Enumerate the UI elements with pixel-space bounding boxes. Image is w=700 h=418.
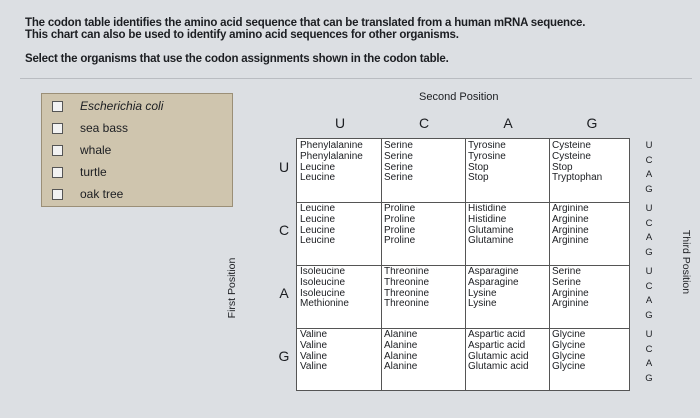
amino-acid: Arginine [552,287,589,299]
amino-acid: Alanine [384,361,418,373]
choice-label: oak tree [80,187,124,201]
amino-acid: Glycine [552,339,586,351]
codon-cell [297,204,381,247]
choice-label: whale [80,143,112,157]
codon-cell [549,141,633,184]
amino-acid: Glycine [552,361,586,373]
third-position-letter: G [645,184,653,196]
intro-text [25,17,585,41]
amino-acid: Proline [384,204,416,214]
codon-cell [549,267,633,310]
amino-acid: Stop [552,161,573,173]
amino-acid: Lysine [468,287,497,299]
amino-acid: Tyrosine [468,141,506,151]
amino-acid: Asparagine [468,276,519,288]
codon-cell [381,267,465,310]
amino-acid: Threonine [384,287,430,299]
choice-turtle[interactable] [52,163,107,181]
checkbox[interactable] [52,145,63,156]
amino-acid: Glutamine [468,224,514,236]
intro-line-2: This chart can also be used to identify amino acid sequences for other organisms. [25,29,459,41]
amino-acid: Glutamic acid [468,361,529,373]
third-position-letter: A [645,169,653,181]
codon-cell [549,330,633,373]
amino-acid: Leucine [300,213,336,225]
codon-cell [297,267,381,310]
amino-acid: Valine [300,361,328,373]
intro-line-1: The codon table identifies the amino acid sequence that can be translated from a human mRNA sequence. [25,17,586,29]
amino-acid: Valine [300,339,328,351]
amino-acid: Valine [300,350,328,362]
row-header-u: U [278,159,290,175]
third-position-letter: G [645,247,653,259]
amino-acid: Glutamine [468,235,514,247]
amino-acid: Histidine [468,204,507,214]
amino-acid: Alanine [384,339,418,351]
third-position-letter: A [645,358,653,370]
codon-cell [381,141,465,184]
choice-label: Escherichia coli [80,99,164,113]
second-position-label: Second Position [419,91,499,103]
amino-acid: Alanine [384,350,418,362]
checkbox[interactable] [52,123,63,134]
row-header-g: G [278,348,290,364]
column-header-c: C [418,115,430,131]
divider [20,78,692,79]
amino-acid: Isoleucine [300,276,346,288]
third-position-letter: C [645,217,653,229]
amino-acid: Leucine [300,235,336,247]
checkbox[interactable] [52,101,63,112]
amino-acid: Serine [384,150,413,162]
third-position-letter: U [645,266,653,277]
checkbox[interactable] [52,167,63,178]
column-header-a: A [503,115,513,131]
row-header-a: A [279,285,289,301]
amino-acid: Stop [468,172,489,184]
third-position-letter: C [645,343,653,355]
amino-acid: Threonine [384,298,430,310]
third-position-letter: A [645,232,653,244]
organism-choices [41,93,233,207]
amino-acid: Glycine [552,330,586,340]
row-header-c: C [278,222,290,238]
third-position-label: Third Position [680,229,692,295]
amino-acid: Arginine [552,213,589,225]
third-position-letter: A [645,295,653,307]
amino-acid: Leucine [300,224,336,236]
amino-acid: Lysine [468,298,497,310]
amino-acid: Leucine [300,172,336,184]
amino-acid: Serine [384,141,413,151]
amino-acid: Cysteine [552,141,591,151]
amino-acid: Proline [384,235,416,247]
choice-label: sea bass [80,121,129,135]
choice-label: turtle [80,165,107,179]
first-position-label: First Position [226,257,238,319]
third-position-letter: C [645,280,653,292]
third-position-letter: G [645,310,653,322]
choice-sea-bass[interactable] [52,119,129,137]
codon-cell [549,204,633,247]
grid-line [297,265,629,266]
amino-acid: Stop [468,161,489,173]
amino-acid: Glycine [552,350,586,362]
amino-acid: Serine [384,172,413,184]
amino-acid: Serine [384,161,413,173]
choice-oak-tree[interactable] [52,185,124,203]
question-instruction: Select the organisms that use the codon assignments shown in the codon table. [25,53,449,65]
amino-acid: Tryptophan [552,172,603,184]
amino-acid: Arginine [552,235,589,247]
column-header-g: G [586,115,598,131]
amino-acid: Asparagine [468,267,519,277]
third-position-letter: U [645,203,653,214]
amino-acid: Cysteine [552,150,591,162]
amino-acid: Arginine [552,204,589,214]
amino-acid: Aspartic acid [468,339,526,351]
amino-acid: Threonine [384,276,430,288]
amino-acid: Proline [384,213,416,225]
codon-cell [465,204,549,247]
grid-line [297,202,629,203]
amino-acid: Arginine [552,224,589,236]
codon-cell [297,141,381,184]
amino-acid: Glutamic acid [468,350,529,362]
amino-acid: Isoleucine [300,267,346,277]
amino-acid: Arginine [552,298,589,310]
grid-line [297,328,629,329]
third-position-letter: U [645,329,653,340]
choice-whale[interactable] [52,141,112,159]
third-position-letter: U [645,140,653,151]
amino-acid: Isoleucine [300,287,346,299]
amino-acid: Histidine [468,213,507,225]
amino-acid: Aspartic acid [468,330,526,340]
third-position-letter: C [645,154,653,166]
third-position-letter: G [645,373,653,385]
amino-acid: Threonine [384,267,430,277]
amino-acid: Phenylalanine [300,141,363,151]
checkbox[interactable] [52,189,63,200]
codon-cell [465,141,549,184]
codon-cell [465,330,549,373]
choice-escherichia-coli[interactable] [52,97,164,115]
codon-cell [381,330,465,373]
amino-acid: Alanine [384,330,418,340]
column-header-u: U [334,115,346,131]
amino-acid: Serine [552,267,581,277]
amino-acid: Leucine [300,161,336,173]
amino-acid: Phenylalanine [300,150,363,162]
amino-acid: Valine [300,330,328,340]
amino-acid: Proline [384,224,416,236]
codon-cell [465,267,549,310]
codon-table [296,138,630,391]
amino-acid: Tyrosine [468,150,506,162]
codon-cell [297,330,381,373]
amino-acid: Leucine [300,204,336,214]
codon-cell [381,204,465,247]
amino-acid: Methionine [300,298,349,310]
amino-acid: Serine [552,276,581,288]
